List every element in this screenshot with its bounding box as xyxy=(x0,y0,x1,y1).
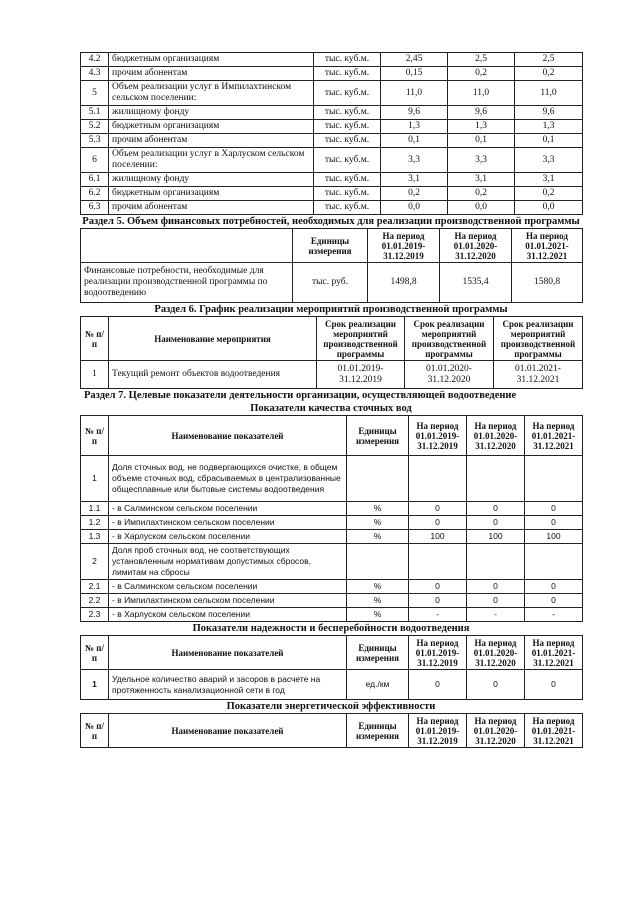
row-unit: тыс. куб.м. xyxy=(314,134,381,148)
row-value-2019: 0 xyxy=(409,594,467,608)
row-value-2021: 3,1 xyxy=(515,173,583,187)
row-value-2019: 9,6 xyxy=(381,106,448,120)
schedule-p2-head: Срок реализации мероприятий производственной программы xyxy=(405,317,494,361)
row-unit: тыс. куб.м. xyxy=(314,120,381,134)
row-value-2019: 11,0 xyxy=(381,81,448,106)
row-unit: % xyxy=(347,580,409,594)
reliability-name-head: Наименование показателей xyxy=(109,636,347,670)
table-row xyxy=(81,456,583,502)
row-name: - в Харлуском сельском поселении xyxy=(109,608,347,622)
table-row xyxy=(81,594,583,608)
row-value-2019: 100 xyxy=(409,530,467,544)
row-number: 5.3 xyxy=(81,134,109,148)
finance-unit-head: Единицы измерения xyxy=(293,229,368,263)
finance-row-v2: 1535,4 xyxy=(440,263,512,303)
row-number: 2.1 xyxy=(81,580,109,594)
finance-row-v3: 1580,8 xyxy=(512,263,583,303)
row-value-2021: 0,1 xyxy=(515,134,583,148)
row-unit: тыс. куб.м. xyxy=(314,81,381,106)
row-unit: % xyxy=(347,502,409,516)
row-value-2019: 0,2 xyxy=(381,187,448,201)
table-row xyxy=(81,516,583,530)
energy-subtitle: Показатели энергетической эффективности xyxy=(226,701,436,712)
energy-unit-head: Единицы измерения xyxy=(347,714,409,748)
energy-n-head: № п/п xyxy=(81,714,109,748)
row-unit: % xyxy=(347,608,409,622)
row-value-2021: 0 xyxy=(525,580,583,594)
row-value-2020 xyxy=(467,544,525,580)
section6-title: Раздел 6. График реализации мероприятий производственной программы xyxy=(154,304,508,315)
row-value-2020: 0,2 xyxy=(448,187,515,201)
row-name: бюджетным организациям xyxy=(109,187,314,201)
row-name: бюджетным организациям xyxy=(109,120,314,134)
row-number: 1.1 xyxy=(81,502,109,516)
row-value-2021 xyxy=(525,456,583,502)
row-value-2021: 11,0 xyxy=(515,81,583,106)
schedule-p3-head: Срок реализации мероприятий производственной программы xyxy=(494,317,583,361)
row-value-2019: 3,1 xyxy=(381,173,448,187)
reliability-p2-head: На период 01.01.2020- 31.12.2020 xyxy=(467,636,525,670)
row-name: - в Импилахтинском сельском поселении xyxy=(109,516,347,530)
energy-table xyxy=(80,713,583,748)
table-row xyxy=(81,580,583,594)
row-unit: тыс. куб.м. xyxy=(314,53,381,67)
row-value-2019 xyxy=(409,456,467,502)
row-value-2021: 0,0 xyxy=(515,201,583,215)
table-row xyxy=(81,502,583,516)
row-number: 5.2 xyxy=(81,120,109,134)
row-unit: тыс. куб.м. xyxy=(314,173,381,187)
row-value-2019: 0 xyxy=(409,502,467,516)
row-number: 6.3 xyxy=(81,201,109,215)
row-number: 4.2 xyxy=(81,53,109,67)
quality-name-head: Наименование показателей xyxy=(109,416,347,456)
row-name: жилищному фонду xyxy=(109,106,314,120)
row-value-2019: 0,15 xyxy=(381,67,448,81)
row-number: 1.2 xyxy=(81,516,109,530)
row-value-2020: 0 xyxy=(467,594,525,608)
row-value-2020: 0,1 xyxy=(448,134,515,148)
finance-table xyxy=(80,228,583,303)
row-name: жилищному фонду xyxy=(109,173,314,187)
quality-unit-head: Единицы измерения xyxy=(347,416,409,456)
schedule-p1-head: Срок реализации мероприятий производственной программы xyxy=(317,317,405,361)
table-row xyxy=(81,544,583,580)
finance-empty-head xyxy=(81,229,293,263)
row-value-2020 xyxy=(467,456,525,502)
finance-row-unit: тыс. руб. xyxy=(293,263,368,303)
schedule-row-n: 1 xyxy=(81,361,109,389)
table-row xyxy=(81,106,583,120)
finance-p1-head: На период 01.01.2019- 31.12.2019 xyxy=(368,229,440,263)
row-value-2021: 0 xyxy=(525,594,583,608)
volume-table xyxy=(80,52,583,215)
row-value-2020: 2,5 xyxy=(448,53,515,67)
row-name: Объем реализации услуг в Импилахтинском сельском поселении: xyxy=(109,81,314,106)
table-row xyxy=(81,120,583,134)
schedule-row-v3: 01.01.2021- 31.12.2021 xyxy=(494,361,583,389)
row-value-2019: - xyxy=(409,608,467,622)
row-value-2020: 3,3 xyxy=(448,148,515,173)
row-number: 2.3 xyxy=(81,608,109,622)
reliability-row-n: 1 xyxy=(81,670,109,700)
row-number: 5 xyxy=(81,81,109,106)
schedule-name-head: Наименование мероприятия xyxy=(109,317,317,361)
row-value-2020: 11,0 xyxy=(448,81,515,106)
row-name: прочим абонентам xyxy=(109,201,314,215)
row-unit: % xyxy=(347,530,409,544)
row-unit xyxy=(347,544,409,580)
row-value-2019: 0 xyxy=(409,580,467,594)
row-number: 2 xyxy=(81,544,109,580)
row-value-2020: 0 xyxy=(467,516,525,530)
energy-p2-head: На период 01.01.2020- 31.12.2020 xyxy=(467,714,525,748)
reliability-row-name: Удельное количество аварий и засоров в расчете на протяженность канализационной сети в год xyxy=(109,670,347,700)
quality-p2-head: На период 01.01.2020- 31.12.2020 xyxy=(467,416,525,456)
row-name: Доля проб сточных вод, не соответствующих установленным нормативам допустимых сбросов, лимитам на сбросы xyxy=(109,544,347,580)
row-unit: тыс. куб.м. xyxy=(314,106,381,120)
table-row xyxy=(81,53,583,67)
row-value-2021: 3,3 xyxy=(515,148,583,173)
finance-p2-head: На период 01.01.2020- 31.12.2020 xyxy=(440,229,512,263)
schedule-n-head: № п/п xyxy=(81,317,109,361)
reliability-table xyxy=(80,635,583,700)
reliability-unit-head: Единицы измерения xyxy=(347,636,409,670)
row-number: 5.1 xyxy=(81,106,109,120)
table-row xyxy=(81,608,583,622)
row-number: 1 xyxy=(81,456,109,502)
table-row xyxy=(81,134,583,148)
schedule-row-v2: 01.01.2020- 31.12.2020 xyxy=(405,361,494,389)
row-value-2019: 1,3 xyxy=(381,120,448,134)
row-name: бюджетным организациям xyxy=(109,53,314,67)
quality-table xyxy=(80,415,583,622)
row-value-2021: - xyxy=(525,608,583,622)
row-value-2020: 0,2 xyxy=(448,67,515,81)
row-name: - в Салминском сельском поселении xyxy=(109,580,347,594)
row-value-2021: 100 xyxy=(525,530,583,544)
quality-n-head: № п/п xyxy=(81,416,109,456)
row-value-2020: 1,3 xyxy=(448,120,515,134)
row-value-2021 xyxy=(525,544,583,580)
reliability-row-v1: 0 xyxy=(409,670,467,700)
row-name: - в Харлуском сельском поселении xyxy=(109,530,347,544)
reliability-p1-head: На период 01.01.2019- 31.12.2019 xyxy=(409,636,467,670)
row-value-2021: 0 xyxy=(525,516,583,530)
row-number: 6 xyxy=(81,148,109,173)
reliability-row-v3: 0 xyxy=(525,670,583,700)
row-number: 4.3 xyxy=(81,67,109,81)
row-number: 6.2 xyxy=(81,187,109,201)
energy-name-head: Наименование показателей xyxy=(109,714,347,748)
reliability-row-unit: ед./км xyxy=(347,670,409,700)
row-value-2019: 2,45 xyxy=(381,53,448,67)
row-name: Объем реализации услуг в Харлуском сельском поселении: xyxy=(109,148,314,173)
row-number: 1.3 xyxy=(81,530,109,544)
row-value-2021: 2,5 xyxy=(515,53,583,67)
row-unit: % xyxy=(347,594,409,608)
row-value-2021: 0,2 xyxy=(515,187,583,201)
quality-p3-head: На период 01.01.2021- 31.12.2021 xyxy=(525,416,583,456)
section5-title: Раздел 5. Объем финансовых потребностей, необходимых для реализации производственной программы xyxy=(82,216,580,227)
schedule-row-name: Текущий ремонт объектов водоотведения xyxy=(109,361,317,389)
reliability-subtitle: Показатели надежности и бесперебойности водоотведения xyxy=(192,623,470,634)
energy-p3-head: На период 01.01.2021- 31.12.2021 xyxy=(525,714,583,748)
row-value-2020: - xyxy=(467,608,525,622)
row-value-2019: 3,3 xyxy=(381,148,448,173)
section7-title: Раздел 7. Целевые показатели деятельности организации, осуществляющей водоотведение xyxy=(84,390,517,401)
row-value-2019: 0,1 xyxy=(381,134,448,148)
quality-subtitle: Показатели качества сточных вод xyxy=(250,403,412,414)
table-row xyxy=(81,81,583,106)
row-unit: тыс. куб.м. xyxy=(314,67,381,81)
finance-row-name: Финансовые потребности, необходимые для реализации производственной программы по водоотведению xyxy=(81,263,293,303)
row-value-2019 xyxy=(409,544,467,580)
row-value-2019: 0 xyxy=(409,516,467,530)
row-unit: тыс. куб.м. xyxy=(314,148,381,173)
row-unit: % xyxy=(347,516,409,530)
row-unit xyxy=(347,456,409,502)
row-value-2021: 0,2 xyxy=(515,67,583,81)
schedule-row-v1: 01.01.2019- 31.12.2019 xyxy=(317,361,405,389)
row-number: 2.2 xyxy=(81,594,109,608)
row-name: - в Салминском сельском поселении xyxy=(109,502,347,516)
quality-p1-head: На период 01.01.2019- 31.12.2019 xyxy=(409,416,467,456)
finance-row-v1: 1498,8 xyxy=(368,263,440,303)
row-value-2021: 9,6 xyxy=(515,106,583,120)
row-value-2020: 0,0 xyxy=(448,201,515,215)
row-value-2020: 100 xyxy=(467,530,525,544)
row-unit: тыс. куб.м. xyxy=(314,187,381,201)
row-value-2019: 0,0 xyxy=(381,201,448,215)
reliability-n-head: № п/п xyxy=(81,636,109,670)
finance-p3-head: На период 01.01.2021- 31.12.2021 xyxy=(512,229,583,263)
table-row xyxy=(81,187,583,201)
row-value-2020: 0 xyxy=(467,580,525,594)
row-value-2020: 3,1 xyxy=(448,173,515,187)
reliability-p3-head: На период 01.01.2021- 31.12.2021 xyxy=(525,636,583,670)
energy-p1-head: На период 01.01.2019- 31.12.2019 xyxy=(409,714,467,748)
row-name: - в Импилахтинском сельском поселении xyxy=(109,594,347,608)
schedule-table xyxy=(80,316,583,389)
table-row xyxy=(81,201,583,215)
document-page xyxy=(80,52,582,748)
table-row xyxy=(81,67,583,81)
reliability-row-v2: 0 xyxy=(467,670,525,700)
row-name: прочим абонентам xyxy=(109,67,314,81)
row-value-2021: 1,3 xyxy=(515,120,583,134)
row-value-2021: 0 xyxy=(525,502,583,516)
table-row xyxy=(81,530,583,544)
row-value-2020: 0 xyxy=(467,502,525,516)
row-unit: тыс. куб.м. xyxy=(314,201,381,215)
row-name: прочим абонентам xyxy=(109,134,314,148)
row-number: 6.1 xyxy=(81,173,109,187)
row-value-2020: 9,6 xyxy=(448,106,515,120)
table-row xyxy=(81,148,583,173)
row-name: Доля сточных вод, не подвергающихся очистке, в общем объеме сточных вод, сбрасываемых в централизованные общесплавные или бытовые системы водоотведения xyxy=(109,456,347,502)
table-row xyxy=(81,173,583,187)
